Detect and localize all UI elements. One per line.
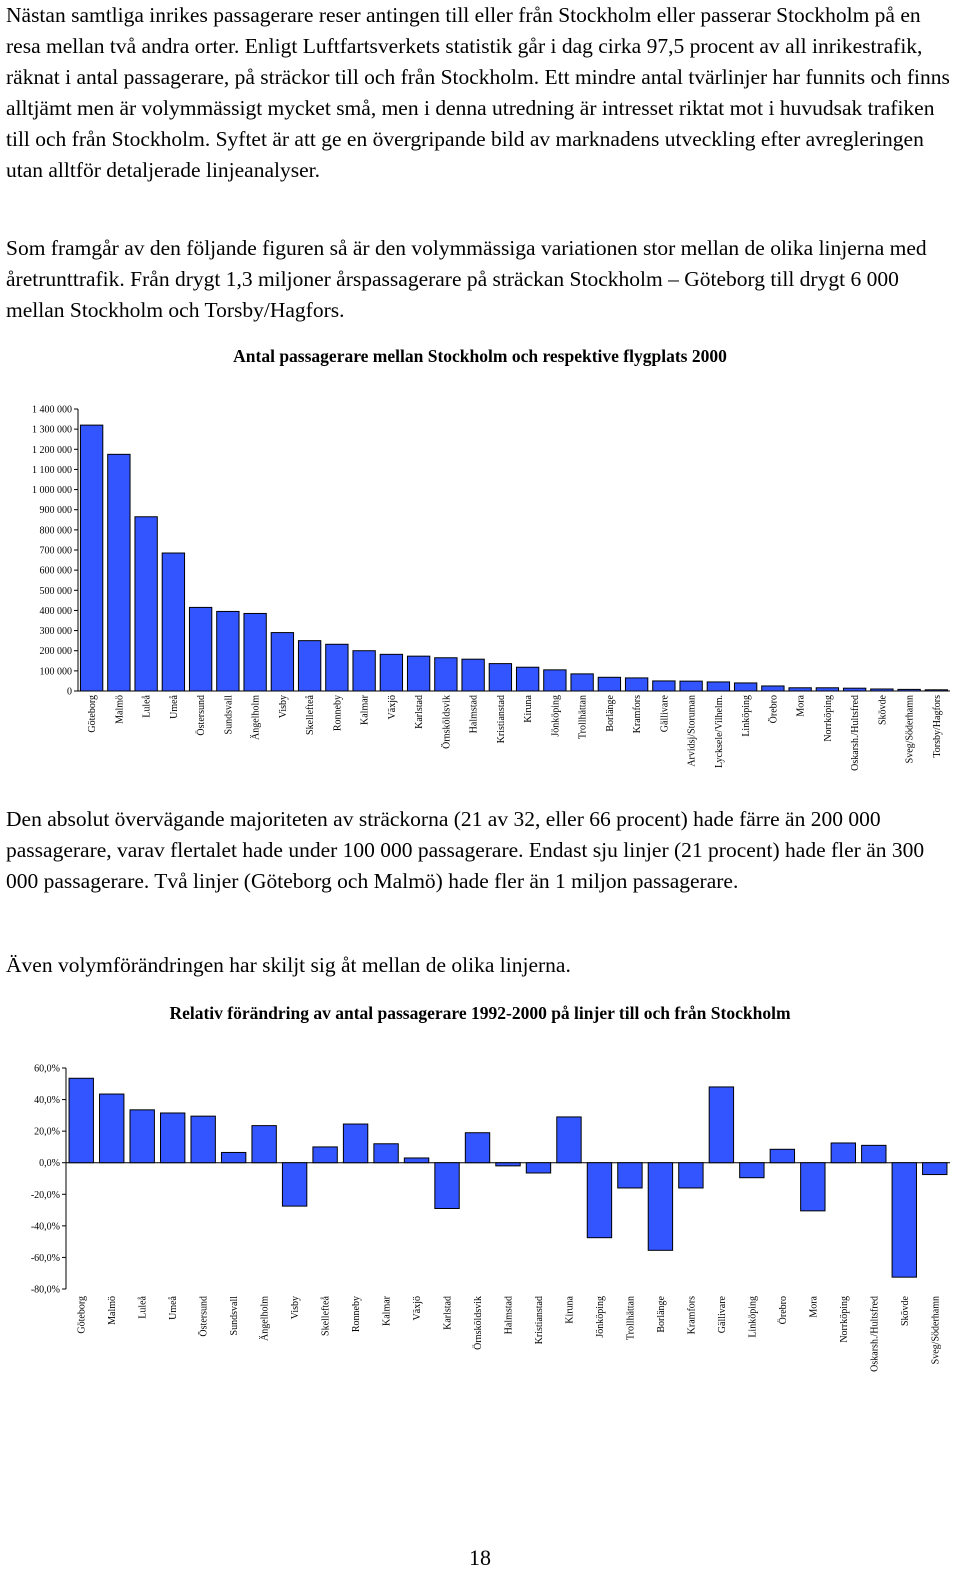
bar xyxy=(925,690,947,691)
x-category-label: Mora xyxy=(808,1296,820,1318)
bar xyxy=(404,1158,428,1163)
bar xyxy=(244,613,266,691)
majority-routes-paragraph: Den absolut övervägande majoriteten av sträckorna (21 av 32, eller 66 procent) hade färre än 200 000 passagerare, varav flertalet hade under 100 000 passagerare. Endast sju linjer (21 procent) hade fler än 300 000 passagerare. Två linjer (Göteborg och Malmö) hade fler än 1 miljon passagerare. xyxy=(6,807,925,893)
x-category-label: Luleå xyxy=(137,1296,149,1319)
x-category-label: Arvidsj/Storuman xyxy=(686,695,698,767)
y-tick-label: 1 100 000 xyxy=(32,464,72,476)
y-tick-label: 300 000 xyxy=(39,626,72,638)
y-tick-label: 400 000 xyxy=(39,605,72,617)
x-category-label: Torsby/Hagfors xyxy=(931,695,943,758)
bar xyxy=(679,1163,703,1188)
bar xyxy=(862,1145,886,1162)
x-category-label: Örnsköldsvik xyxy=(473,1296,485,1350)
bar xyxy=(191,1116,215,1163)
passenger-chart-title: Antal passagerare mellan Stockholm och respektive flygplats 2000 xyxy=(233,346,727,366)
bar xyxy=(843,688,865,691)
bar xyxy=(100,1094,124,1163)
bar xyxy=(516,667,538,691)
y-tick-label: 800 000 xyxy=(39,525,72,537)
y-tick-label: 1 300 000 xyxy=(32,424,72,436)
x-category-label: Kramfors xyxy=(632,695,644,734)
bar xyxy=(598,677,620,691)
bar xyxy=(740,1163,764,1178)
x-category-label: Trollhättan xyxy=(577,695,589,740)
bar xyxy=(162,553,184,691)
x-category-label: Kramfors xyxy=(686,1296,698,1335)
bar xyxy=(544,670,566,691)
bar xyxy=(625,678,647,691)
x-category-label: Kristianstad xyxy=(533,1296,545,1345)
bar xyxy=(707,682,729,691)
x-category-label: Jönköping xyxy=(550,695,562,737)
x-category-label: Norrköping xyxy=(822,695,834,742)
bar xyxy=(923,1163,947,1175)
bar xyxy=(374,1144,398,1163)
x-category-label: Skellefteå xyxy=(320,1296,332,1336)
x-category-label: Ängelholm xyxy=(250,695,262,740)
x-category-label: Kalmar xyxy=(381,1296,393,1326)
bar xyxy=(217,611,239,691)
y-tick-label: 600 000 xyxy=(39,565,72,577)
x-category-label: Kiruna xyxy=(523,695,535,723)
bar xyxy=(789,688,811,691)
x-category-label: Skellefteå xyxy=(305,695,317,735)
x-category-label: Örnsköldsvik xyxy=(441,695,453,749)
x-category-label: Växjö xyxy=(386,695,398,720)
y-tick-label: -80,0% xyxy=(30,1284,60,1296)
bar xyxy=(680,681,702,691)
bar xyxy=(69,1078,93,1162)
x-category-label: Gällivare xyxy=(716,1296,728,1334)
x-category-label: Sveg/Söderhamn xyxy=(904,695,916,764)
bar xyxy=(892,1163,916,1277)
y-tick-label: 60,0% xyxy=(34,1063,60,1075)
x-category-label: Oskarsh./Hultsfred xyxy=(850,695,862,771)
bar xyxy=(496,1163,520,1166)
x-category-label: Malmö xyxy=(114,695,126,724)
bar xyxy=(734,683,756,691)
bar xyxy=(762,686,784,691)
bar xyxy=(462,659,484,691)
bar xyxy=(271,633,293,691)
y-tick-label: 20,0% xyxy=(34,1126,60,1138)
bar xyxy=(801,1163,825,1211)
bar xyxy=(252,1126,276,1163)
page-number: 18 xyxy=(469,1545,491,1570)
bar xyxy=(380,654,402,691)
bar xyxy=(816,688,838,691)
x-category-label: Östersund xyxy=(198,1296,210,1337)
bar xyxy=(653,681,675,691)
y-tick-label: 500 000 xyxy=(39,585,72,597)
volume-change-paragraph: Även volymförändringen har skiljt sig åt mellan de olika linjerna. xyxy=(6,953,571,977)
bar xyxy=(326,644,348,691)
x-category-label: Halmstad xyxy=(503,1296,515,1335)
x-category-label: Umeå xyxy=(168,695,180,719)
x-category-label: Ronneby xyxy=(351,1296,363,1333)
bar xyxy=(831,1143,855,1163)
x-category-label: Oskarsh./Hultsfred xyxy=(869,1296,881,1372)
y-tick-label: 1 000 000 xyxy=(32,485,72,497)
x-category-label: Göteborg xyxy=(76,1296,88,1334)
x-category-label: Umeå xyxy=(168,1296,180,1320)
x-category-label: Skövde xyxy=(877,695,889,725)
bar xyxy=(871,689,893,691)
bar xyxy=(313,1147,337,1163)
bar xyxy=(130,1110,154,1163)
passenger-bar-chart xyxy=(0,395,960,790)
y-tick-label: 40,0% xyxy=(34,1095,60,1107)
y-tick-label: 200 000 xyxy=(39,646,72,658)
y-tick-label: 100 000 xyxy=(39,666,72,678)
bar xyxy=(465,1133,489,1163)
x-category-label: Visby xyxy=(277,695,289,719)
x-category-label: Jönköping xyxy=(594,1296,606,1338)
y-tick-label: 0,0% xyxy=(39,1158,60,1170)
x-category-label: Örebro xyxy=(777,1296,789,1325)
bar xyxy=(618,1163,642,1188)
bar xyxy=(587,1163,611,1238)
x-category-label: Malmö xyxy=(107,1296,119,1325)
x-category-label: Norrköping xyxy=(838,1296,850,1343)
x-category-label: Göteborg xyxy=(87,695,99,733)
x-category-label: Gällivare xyxy=(659,695,671,733)
x-category-label: Trollhättan xyxy=(625,1296,637,1341)
x-category-label: Linköping xyxy=(747,1296,759,1338)
bar xyxy=(489,664,511,691)
bar xyxy=(108,454,130,691)
x-category-label: Skövde xyxy=(899,1296,911,1326)
bar xyxy=(435,1163,459,1209)
bar xyxy=(160,1113,184,1163)
x-category-label: Växjö xyxy=(412,1296,424,1321)
bar xyxy=(770,1149,794,1162)
bar xyxy=(557,1117,581,1163)
x-category-label: Karlstad xyxy=(442,1296,454,1330)
x-category-label: Linköping xyxy=(741,695,753,737)
bar xyxy=(353,651,375,691)
bar xyxy=(298,641,320,691)
bar xyxy=(221,1152,245,1162)
bar xyxy=(435,658,457,691)
x-category-label: Borlänge xyxy=(604,695,616,732)
x-category-label: Kristianstad xyxy=(495,695,507,744)
x-category-label: Ronneby xyxy=(332,695,344,732)
y-tick-label: 900 000 xyxy=(39,505,72,517)
x-category-label: Örebro xyxy=(768,695,780,724)
bar xyxy=(189,607,211,691)
x-category-label: Visby xyxy=(290,1296,302,1320)
x-category-label: Luleå xyxy=(141,695,153,718)
bar xyxy=(407,656,429,691)
y-tick-label: -60,0% xyxy=(30,1252,60,1264)
y-tick-label: -40,0% xyxy=(30,1221,60,1233)
x-category-label: Ängelholm xyxy=(259,1296,271,1341)
y-tick-label: -20,0% xyxy=(30,1189,60,1201)
bar xyxy=(898,689,920,691)
x-category-label: Sveg/Söderhamn xyxy=(930,1296,942,1365)
x-category-label: Karlstad xyxy=(414,695,426,729)
y-tick-label: 0 xyxy=(67,686,72,698)
bar xyxy=(282,1163,306,1206)
y-tick-label: 700 000 xyxy=(39,545,72,557)
x-category-label: Mora xyxy=(795,695,807,717)
volume-variation-paragraph: Som framgår av den följande figuren så är den volymmässiga variationen stor mellan de olika linjerna med åretrunttrafik. Från drygt 1,3 miljoner årspassagerare på sträckan Stockholm – Göteborg till drygt 6 000 mellan Stockholm och Torsby/Hagfors. xyxy=(6,236,927,322)
change-bar-chart xyxy=(0,1060,960,1405)
bar xyxy=(343,1124,367,1163)
x-category-label: Sundsvall xyxy=(229,1296,241,1336)
change-chart-title: Relativ förändring av antal passagerare 1992-2000 på linjer till och från Stockholm xyxy=(169,1003,791,1023)
x-category-label: Sundsvall xyxy=(223,695,235,735)
bar xyxy=(135,517,157,691)
bar xyxy=(709,1087,733,1163)
bar xyxy=(648,1163,672,1251)
x-category-label: Borlänge xyxy=(655,1296,667,1333)
x-category-label: Östersund xyxy=(196,695,208,736)
x-category-label: Halmstad xyxy=(468,695,480,734)
x-category-label: Lycksele/Vilhelm. xyxy=(713,695,725,768)
bar xyxy=(80,425,102,691)
bar xyxy=(571,674,593,691)
x-category-label: Kiruna xyxy=(564,1296,576,1324)
x-category-label: Kalmar xyxy=(359,695,371,725)
y-tick-label: 1 400 000 xyxy=(32,404,72,416)
y-tick-label: 1 200 000 xyxy=(32,444,72,456)
bar xyxy=(526,1163,550,1173)
intro-paragraph: Nästan samtliga inrikes passagerare reser antingen till eller från Stockholm eller passerar Stockholm på en resa mellan två andra orter. Enligt Luftfartsverkets statistik går i dag cirka 97,5 procent av all inrikestrafik, räknat i antal passagerare, på sträckor till och från Stockholm. Ett mindre antal tvärlinjer har funnits och finns alltjämt men är volymmässigt mycket små, men i denna utredning är intresset riktat mot i huvudsak trafiken till och från Stockholm. Syftet är att ge en övergripande bild av marknadens utveckling efter avregleringen utan alltför detaljerade linjeanalyser. xyxy=(6,3,950,182)
